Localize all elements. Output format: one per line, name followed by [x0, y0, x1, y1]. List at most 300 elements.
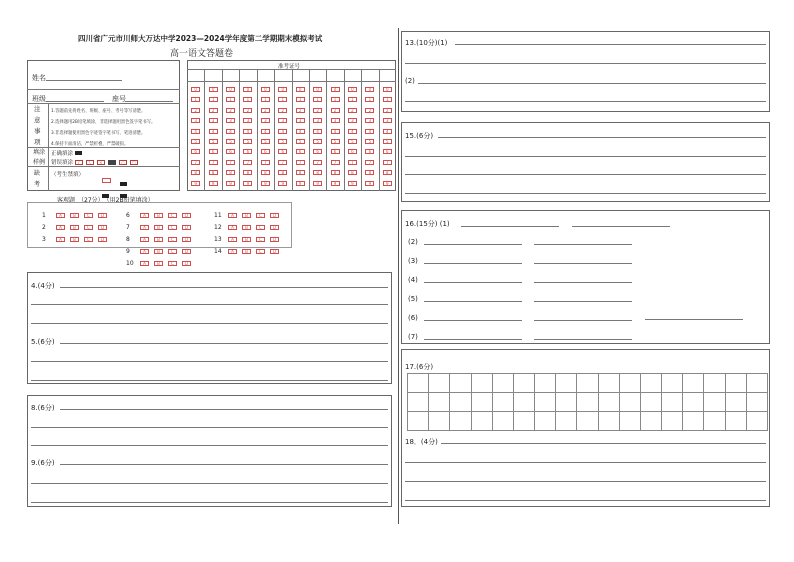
- writing-grid-cell[interactable]: [746, 411, 768, 431]
- writing-grid-cell[interactable]: [449, 392, 471, 412]
- answer-line[interactable]: [418, 83, 766, 84]
- writing-grid-cell[interactable]: [555, 392, 577, 412]
- option-bubble[interactable]: D: [270, 213, 279, 218]
- digit-bubble[interactable]: 8: [383, 170, 392, 175]
- option-bubble[interactable]: C: [256, 249, 265, 254]
- digit-bubble[interactable]: 5: [331, 139, 340, 144]
- option-bubble[interactable]: B: [154, 261, 163, 266]
- writing-grid-cell[interactable]: [703, 373, 725, 393]
- writing-grid-cell[interactable]: [492, 392, 514, 412]
- digit-bubble[interactable]: 4: [209, 129, 218, 134]
- answer-line[interactable]: [461, 226, 559, 227]
- digit-bubble[interactable]: 0: [278, 87, 287, 92]
- answer-line[interactable]: [441, 443, 766, 444]
- digit-bubble[interactable]: 0: [191, 87, 200, 92]
- answer-line[interactable]: [31, 380, 388, 381]
- option-bubble[interactable]: A: [56, 225, 65, 230]
- digit-bubble[interactable]: 2: [209, 108, 218, 113]
- digit-bubble[interactable]: 5: [261, 139, 270, 144]
- digit-bubble[interactable]: 3: [209, 118, 218, 123]
- answer-line[interactable]: [534, 301, 632, 302]
- digit-bubble[interactable]: 5: [383, 139, 392, 144]
- digit-bubble[interactable]: 2: [348, 108, 357, 113]
- option-bubble[interactable]: B: [70, 237, 79, 242]
- writing-grid-cell[interactable]: [598, 392, 620, 412]
- digit-bubble[interactable]: 2: [278, 108, 287, 113]
- digit-bubble[interactable]: 3: [313, 118, 322, 123]
- digit-bubble[interactable]: 6: [226, 149, 235, 154]
- digit-bubble[interactable]: 2: [296, 108, 305, 113]
- digit-bubble[interactable]: 0: [209, 87, 218, 92]
- digit-bubble[interactable]: 4: [296, 129, 305, 134]
- writing-grid-cell[interactable]: [555, 373, 577, 393]
- option-bubble[interactable]: D: [182, 249, 191, 254]
- question-16-sub-label: (4): [408, 276, 418, 284]
- name-label: 姓名: [32, 74, 46, 82]
- digit-bubble[interactable]: 6: [261, 149, 270, 154]
- option-bubble[interactable]: A: [228, 225, 237, 230]
- writing-grid-cell[interactable]: [619, 411, 641, 431]
- question-number: 7: [126, 224, 130, 231]
- question-5-label: 5.(6分): [31, 338, 55, 346]
- writing-grid-cell[interactable]: [471, 392, 493, 412]
- answer-line[interactable]: [405, 156, 766, 157]
- digit-bubble[interactable]: 4: [261, 129, 270, 134]
- writing-grid-cell[interactable]: [471, 411, 493, 431]
- writing-grid-cell[interactable]: [513, 392, 535, 412]
- question-13-2-label: (2): [405, 77, 415, 85]
- question-16-sub-label: (6): [408, 314, 418, 322]
- digit-bubble[interactable]: 2: [383, 108, 392, 113]
- digit-bubble[interactable]: 8: [261, 170, 270, 175]
- digit-bubble[interactable]: 5: [296, 139, 305, 144]
- digit-bubble[interactable]: 0: [365, 87, 374, 92]
- writing-grid-cell[interactable]: [661, 411, 683, 431]
- digit-bubble[interactable]: 1: [226, 97, 235, 102]
- question-number: 10: [126, 260, 134, 267]
- answer-line[interactable]: [455, 44, 766, 45]
- writing-grid-cell[interactable]: [428, 411, 450, 431]
- question-9-label: 9.(6分): [31, 459, 55, 467]
- digit-bubble[interactable]: 7: [191, 160, 200, 165]
- exam-id-column: [361, 87, 378, 191]
- digit-bubble[interactable]: 8: [209, 170, 218, 175]
- option-bubble[interactable]: A: [140, 237, 149, 242]
- writing-grid-cell[interactable]: [682, 392, 704, 412]
- option-bubble[interactable]: D: [98, 225, 107, 230]
- question-number: 6: [126, 212, 130, 219]
- answer-line[interactable]: [31, 361, 388, 362]
- digit-bubble[interactable]: 7: [348, 160, 357, 165]
- digit-bubble[interactable]: 2: [243, 108, 252, 113]
- digit-bubble[interactable]: 1: [191, 97, 200, 102]
- writing-grid-cell[interactable]: [428, 373, 450, 393]
- digit-bubble[interactable]: 1: [331, 97, 340, 102]
- digit-bubble[interactable]: 7: [226, 160, 235, 165]
- digit-bubble[interactable]: 9: [313, 181, 322, 186]
- option-bubble[interactable]: C: [168, 213, 177, 218]
- digit-bubble[interactable]: 5: [313, 139, 322, 144]
- writing-grid-cell[interactable]: [619, 392, 641, 412]
- answer-line[interactable]: [534, 320, 632, 321]
- option-bubble[interactable]: C: [168, 261, 177, 266]
- digit-bubble[interactable]: 2: [261, 108, 270, 113]
- question-17-label: 17.(6分): [405, 363, 434, 371]
- digit-bubble[interactable]: 4: [313, 129, 322, 134]
- digit-bubble[interactable]: 1: [261, 97, 270, 102]
- answer-line[interactable]: [424, 244, 522, 245]
- absent-note: （考生禁填）: [51, 172, 85, 178]
- digit-bubble[interactable]: 4: [383, 129, 392, 134]
- writing-grid-cell[interactable]: [598, 411, 620, 431]
- writing-grid-cell[interactable]: [407, 411, 429, 431]
- writing-grid-cell[interactable]: [682, 373, 704, 393]
- seat-label: 座号: [112, 95, 126, 103]
- writing-grid-cell[interactable]: [682, 411, 704, 431]
- answer-box-8-9: [27, 395, 392, 507]
- digit-bubble[interactable]: 0: [243, 87, 252, 92]
- notes-heading: 注 意 事 项: [34, 105, 41, 146]
- option-bubble[interactable]: D: [270, 237, 279, 242]
- option-bubble[interactable]: C: [256, 225, 265, 230]
- option-bubble[interactable]: C: [84, 225, 93, 230]
- option-bubble[interactable]: B: [70, 213, 79, 218]
- question-number: 9: [126, 248, 130, 255]
- digit-bubble[interactable]: 0: [261, 87, 270, 92]
- notes-list: [51, 106, 155, 150]
- digit-bubble[interactable]: 1: [243, 97, 252, 102]
- writing-grid-cell[interactable]: [703, 392, 725, 412]
- option-bubble[interactable]: B: [154, 237, 163, 242]
- writing-grid-cell[interactable]: [640, 392, 662, 412]
- question-16-sub-label: (5): [408, 295, 418, 303]
- answer-line[interactable]: [405, 481, 766, 482]
- digit-bubble[interactable]: 8: [191, 170, 200, 175]
- option-bubble[interactable]: B: [242, 225, 251, 230]
- digit-bubble[interactable]: 4: [348, 129, 357, 134]
- option-bubble[interactable]: C: [168, 237, 177, 242]
- column-divider: [398, 28, 399, 524]
- digit-bubble[interactable]: 5: [365, 139, 374, 144]
- digit-bubble[interactable]: 2: [191, 108, 200, 113]
- option-bubble[interactable]: D: [98, 237, 107, 242]
- writing-grid-cell[interactable]: [746, 392, 768, 412]
- digit-bubble[interactable]: 5: [278, 139, 287, 144]
- option-bubble[interactable]: A: [56, 237, 65, 242]
- writing-grid-cell[interactable]: [534, 411, 556, 431]
- question-15-label: 15.(6分): [405, 132, 434, 140]
- digit-bubble[interactable]: 7: [243, 160, 252, 165]
- answer-line[interactable]: [31, 445, 388, 446]
- digit-bubble[interactable]: 1: [313, 97, 322, 102]
- answer-line[interactable]: [424, 263, 522, 264]
- digit-bubble[interactable]: 8: [226, 170, 235, 175]
- digit-bubble[interactable]: 8: [296, 170, 305, 175]
- writing-grid-cell[interactable]: [725, 373, 747, 393]
- option-bubble[interactable]: A: [140, 261, 149, 266]
- option-bubble[interactable]: A: [228, 237, 237, 242]
- digit-bubble[interactable]: 9: [278, 181, 287, 186]
- answer-line[interactable]: [60, 287, 388, 288]
- digit-bubble[interactable]: 6: [383, 149, 392, 154]
- digit-bubble[interactable]: 6: [313, 149, 322, 154]
- objective-question-row: [214, 212, 284, 219]
- option-bubble[interactable]: B: [242, 237, 251, 242]
- answer-line[interactable]: [405, 462, 766, 463]
- answer-line[interactable]: [60, 343, 388, 344]
- digit-bubble[interactable]: 1: [383, 97, 392, 102]
- digit-bubble[interactable]: 0: [313, 87, 322, 92]
- digit-bubble[interactable]: 9: [331, 181, 340, 186]
- digit-bubble[interactable]: 3: [348, 118, 357, 123]
- digit-bubble[interactable]: 4: [191, 129, 200, 134]
- digit-bubble[interactable]: 0: [331, 87, 340, 92]
- digit-bubble[interactable]: 0: [226, 87, 235, 92]
- option-bubble[interactable]: B: [242, 249, 251, 254]
- digit-bubble[interactable]: 4: [278, 129, 287, 134]
- digit-bubble[interactable]: 0: [296, 87, 305, 92]
- answer-line[interactable]: [534, 244, 632, 245]
- option-bubble[interactable]: D: [182, 237, 191, 242]
- writing-grid-cell[interactable]: [640, 373, 662, 393]
- option-bubble[interactable]: C: [168, 249, 177, 254]
- digit-bubble[interactable]: 5: [191, 139, 200, 144]
- digit-bubble[interactable]: 3: [296, 118, 305, 123]
- option-bubble[interactable]: C: [168, 225, 177, 230]
- writing-grid-cell[interactable]: [746, 373, 768, 393]
- writing-grid-cell[interactable]: [640, 411, 662, 431]
- digit-bubble[interactable]: 2: [226, 108, 235, 113]
- writing-grid-cell[interactable]: [513, 411, 535, 431]
- seat-input-line[interactable]: [125, 101, 173, 102]
- digit-bubble[interactable]: 3: [261, 118, 270, 123]
- digit-bubble[interactable]: 2: [365, 108, 374, 113]
- option-bubble[interactable]: D: [182, 225, 191, 230]
- digit-bubble[interactable]: 0: [383, 87, 392, 92]
- option-bubble[interactable]: B: [242, 213, 251, 218]
- name-input-line[interactable]: [46, 80, 122, 81]
- answer-line[interactable]: [31, 304, 388, 305]
- writing-grid-cell[interactable]: [725, 411, 747, 431]
- digit-bubble[interactable]: 7: [209, 160, 218, 165]
- question-16-sub-label: (2): [408, 238, 418, 246]
- digit-bubble[interactable]: 5: [226, 139, 235, 144]
- option-bubble[interactable]: C: [84, 213, 93, 218]
- digit-bubble[interactable]: 9: [191, 181, 200, 186]
- digit-bubble[interactable]: 6: [348, 149, 357, 154]
- answer-line[interactable]: [645, 319, 743, 320]
- digit-bubble[interactable]: 7: [313, 160, 322, 165]
- digit-bubble[interactable]: 3: [226, 118, 235, 123]
- digit-bubble[interactable]: 0: [348, 87, 357, 92]
- question-number: 12: [214, 224, 222, 231]
- answer-line[interactable]: [405, 174, 766, 175]
- answer-line[interactable]: [534, 282, 632, 283]
- writing-grid-cell[interactable]: [407, 373, 429, 393]
- writing-grid-cell[interactable]: [576, 411, 598, 431]
- answer-line[interactable]: [405, 101, 766, 102]
- digit-bubble[interactable]: 6: [278, 149, 287, 154]
- objective-question-row: [126, 248, 196, 255]
- digit-bubble[interactable]: 7: [296, 160, 305, 165]
- digit-bubble[interactable]: 1: [348, 97, 357, 102]
- option-bubble[interactable]: D: [182, 213, 191, 218]
- digit-bubble[interactable]: 9: [365, 181, 374, 186]
- digit-bubble[interactable]: 7: [365, 160, 374, 165]
- digit-bubble[interactable]: 3: [278, 118, 287, 123]
- option-bubble[interactable]: B: [154, 225, 163, 230]
- digit-bubble[interactable]: 9: [383, 181, 392, 186]
- exam-id-column: [204, 87, 221, 191]
- digit-bubble[interactable]: 1: [365, 97, 374, 102]
- answer-line[interactable]: [534, 339, 632, 340]
- digit-bubble[interactable]: 9: [243, 181, 252, 186]
- exam-id-column: [326, 87, 343, 191]
- digit-bubble[interactable]: 8: [243, 170, 252, 175]
- answer-line[interactable]: [31, 427, 388, 428]
- digit-bubble[interactable]: 4: [226, 129, 235, 134]
- digit-bubble[interactable]: 7: [331, 160, 340, 165]
- writing-grid-cell[interactable]: [492, 411, 514, 431]
- answer-line[interactable]: [424, 282, 522, 283]
- answer-line[interactable]: [60, 409, 388, 410]
- absent-heading: 缺 考: [34, 170, 41, 188]
- answer-line[interactable]: [438, 137, 766, 138]
- digit-bubble[interactable]: 6: [191, 149, 200, 154]
- digit-bubble[interactable]: 6: [296, 149, 305, 154]
- option-bubble[interactable]: C: [84, 237, 93, 242]
- sheet-title: 高一语文答题卷: [170, 49, 234, 59]
- digit-bubble[interactable]: 4: [243, 129, 252, 134]
- digit-bubble[interactable]: 6: [365, 149, 374, 154]
- digit-bubble[interactable]: 2: [331, 108, 340, 113]
- digit-bubble[interactable]: 6: [331, 149, 340, 154]
- answer-line[interactable]: [405, 500, 766, 501]
- writing-grid-cell[interactable]: [513, 373, 535, 393]
- digit-bubble[interactable]: 6: [209, 149, 218, 154]
- digit-bubble[interactable]: 2: [313, 108, 322, 113]
- objective-question-row: [126, 260, 196, 267]
- option-bubble[interactable]: A: [56, 213, 65, 218]
- writing-grid-cell[interactable]: [492, 373, 514, 393]
- digit-bubble[interactable]: 8: [313, 170, 322, 175]
- digit-bubble[interactable]: 5: [243, 139, 252, 144]
- option-bubble[interactable]: C: [256, 213, 265, 218]
- option-bubble[interactable]: A: [140, 213, 149, 218]
- answer-line[interactable]: [405, 63, 766, 64]
- option-bubble[interactable]: D: [98, 213, 107, 218]
- writing-grid-cell[interactable]: [576, 392, 598, 412]
- answer-line[interactable]: [424, 320, 522, 321]
- objective-question-row: [126, 224, 196, 231]
- digit-bubble[interactable]: 3: [331, 118, 340, 123]
- writing-grid-cell[interactable]: [598, 373, 620, 393]
- class-input-line[interactable]: [46, 101, 104, 102]
- digit-bubble[interactable]: 8: [331, 170, 340, 175]
- digit-bubble[interactable]: 8: [365, 170, 374, 175]
- answer-line[interactable]: [405, 193, 766, 194]
- option-bubble[interactable]: D: [270, 225, 279, 230]
- option-bubble[interactable]: A: [140, 249, 149, 254]
- digit-bubble[interactable]: 8: [278, 170, 287, 175]
- digit-bubble[interactable]: 1: [296, 97, 305, 102]
- correct-fill-sample: 正确填涂: [51, 149, 82, 157]
- option-bubble[interactable]: D: [270, 249, 279, 254]
- writing-grid-cell[interactable]: [428, 392, 450, 412]
- writing-grid-cell[interactable]: [576, 373, 598, 393]
- option-bubble[interactable]: B: [154, 213, 163, 218]
- answer-line[interactable]: [31, 502, 388, 503]
- answer-line[interactable]: [424, 339, 522, 340]
- digit-bubble[interactable]: 9: [296, 181, 305, 186]
- writing-grid-cell[interactable]: [661, 392, 683, 412]
- writing-grid-cell[interactable]: [534, 373, 556, 393]
- writing-grid-cell[interactable]: [449, 411, 471, 431]
- answer-line[interactable]: [534, 263, 632, 264]
- option-bubble[interactable]: A: [228, 213, 237, 218]
- digit-bubble[interactable]: 5: [209, 139, 218, 144]
- digit-bubble[interactable]: 6: [243, 149, 252, 154]
- answer-line[interactable]: [31, 323, 388, 324]
- objective-question-row: [214, 224, 284, 231]
- option-bubble[interactable]: C: [256, 237, 265, 242]
- answer-line[interactable]: [424, 301, 522, 302]
- answer-line[interactable]: [60, 464, 388, 465]
- digit-bubble[interactable]: 3: [383, 118, 392, 123]
- digit-bubble[interactable]: 3: [365, 118, 374, 123]
- digit-bubble[interactable]: 3: [191, 118, 200, 123]
- digit-bubble[interactable]: 7: [383, 160, 392, 165]
- writing-grid-cell[interactable]: [703, 411, 725, 431]
- option-bubble[interactable]: A: [140, 225, 149, 230]
- digit-bubble[interactable]: 1: [278, 97, 287, 102]
- writing-grid-cell[interactable]: [449, 373, 471, 393]
- wrong-fill-sample: 错误填涂 / \ × ○ □: [51, 158, 141, 166]
- writing-grid-cell[interactable]: [725, 392, 747, 412]
- digit-bubble[interactable]: 9: [348, 181, 357, 186]
- answer-line[interactable]: [572, 226, 670, 227]
- digit-bubble[interactable]: 1: [209, 97, 218, 102]
- question-18-label: 18．(4分): [405, 438, 438, 446]
- exam-id-column: [274, 87, 291, 191]
- writing-grid-cell[interactable]: [555, 411, 577, 431]
- digit-bubble[interactable]: 5: [348, 139, 357, 144]
- option-bubble[interactable]: B: [70, 225, 79, 230]
- option-bubble[interactable]: A: [228, 249, 237, 254]
- objective-question-row: [126, 236, 196, 243]
- option-bubble[interactable]: D: [182, 261, 191, 266]
- question-number: 13: [214, 236, 222, 243]
- digit-bubble[interactable]: 8: [348, 170, 357, 175]
- digit-bubble[interactable]: 7: [278, 160, 287, 165]
- digit-bubble[interactable]: 9: [209, 181, 218, 186]
- answer-line[interactable]: [31, 483, 388, 484]
- writing-grid-cell[interactable]: [407, 392, 429, 412]
- digit-bubble[interactable]: 9: [261, 181, 270, 186]
- objective-question-row: [214, 236, 284, 243]
- writing-grid-cell[interactable]: [534, 392, 556, 412]
- digit-bubble[interactable]: 4: [365, 129, 374, 134]
- writing-grid-cell[interactable]: [619, 373, 641, 393]
- option-bubble[interactable]: B: [154, 249, 163, 254]
- digit-bubble[interactable]: 9: [226, 181, 235, 186]
- writing-grid-cell[interactable]: [471, 373, 493, 393]
- digit-bubble[interactable]: 4: [331, 129, 340, 134]
- exam-id-column: [379, 87, 396, 191]
- writing-grid-cell[interactable]: [661, 373, 683, 393]
- digit-bubble[interactable]: 7: [261, 160, 270, 165]
- digit-bubble[interactable]: 3: [243, 118, 252, 123]
